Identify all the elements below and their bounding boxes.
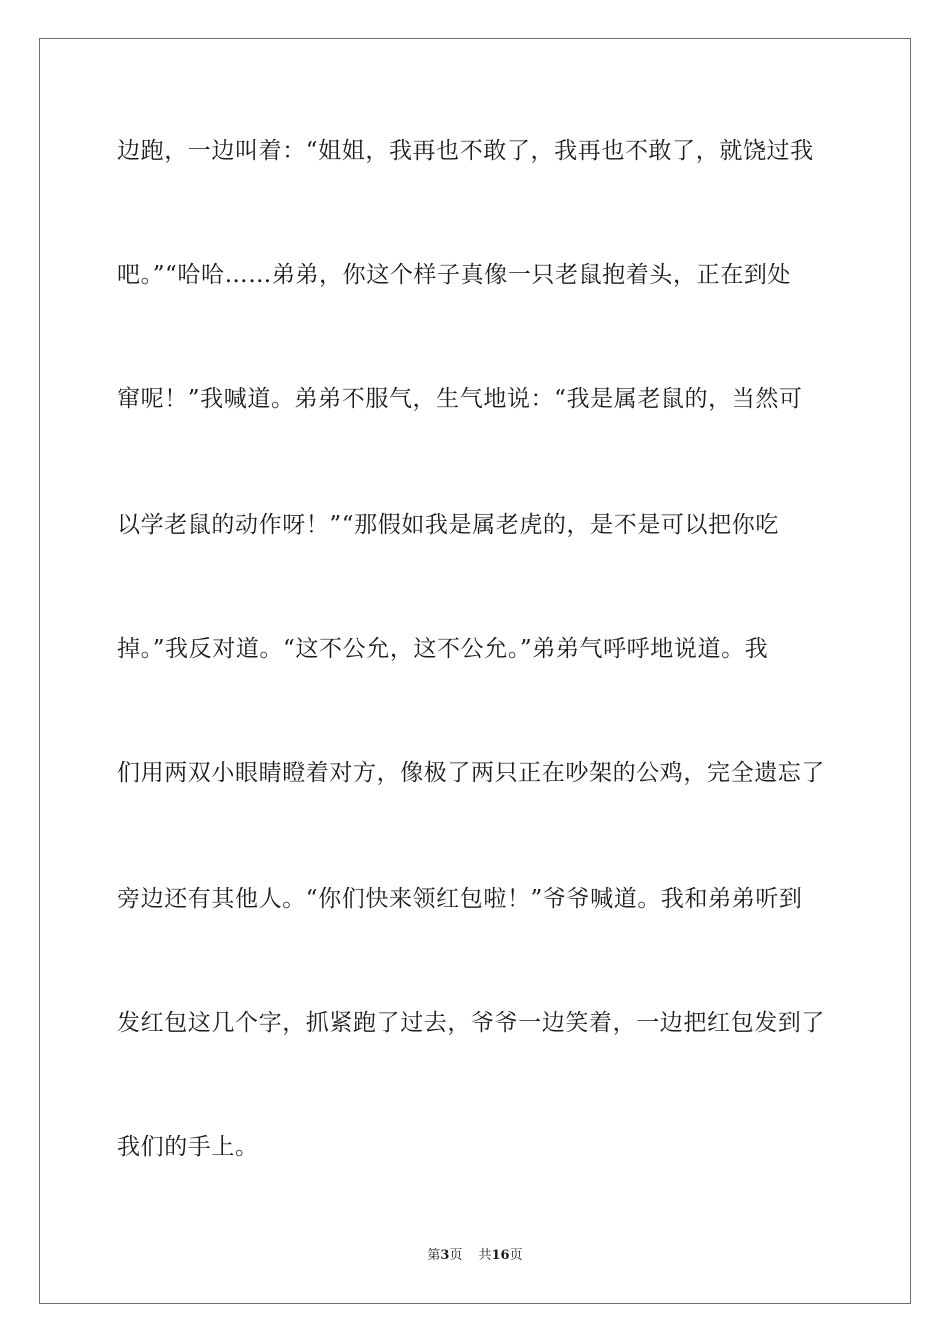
page-total: 16: [491, 1248, 510, 1263]
body-text-line-4: 以学老鼠的动作呀！”“那假如我是属老虎的，是不是可以把你吃: [117, 512, 779, 538]
body-text-line-6: 们用两双小眼睛瞪着对方，像极了两只正在吵架的公鸡，完全遗忘了: [117, 760, 825, 786]
body-text-line-3: 窜呢！”我喊道。弟弟不服气，生气地说：“我是属老鼠的，当然可: [117, 386, 803, 412]
body-text-line-9: 我们的手上。: [117, 1134, 259, 1160]
page-footer: [0, 1247, 950, 1265]
page-border: [39, 38, 911, 1304]
body-text-line-1: 边跑，一边叫着：“姐姐，我再也不敢了，我再也不敢了，就饶过我: [117, 138, 814, 164]
total-prefix: 共: [478, 1248, 492, 1263]
page-suffix: 页: [449, 1248, 463, 1263]
total-suffix: 页: [509, 1248, 523, 1263]
page-current: 3: [440, 1248, 450, 1263]
body-text-line-5: 掉。”我反对道。“这不公允，这不公允。”弟弟气呼呼地说道。我: [117, 636, 769, 662]
body-text-line-2: 吧。”“哈哈……弟弟，你这个样子真像一只老鼠抱着头，正在到处: [117, 262, 792, 288]
page-prefix: 第: [427, 1248, 441, 1263]
body-text-line-7: 旁边还有其他人。“你们快来领红包啦！”爷爷喊道。我和弟弟听到: [117, 886, 803, 912]
body-text-line-8: 发红包这几个字，抓紧跑了过去，爷爷一边笑着，一边把红包发到了: [117, 1010, 825, 1036]
